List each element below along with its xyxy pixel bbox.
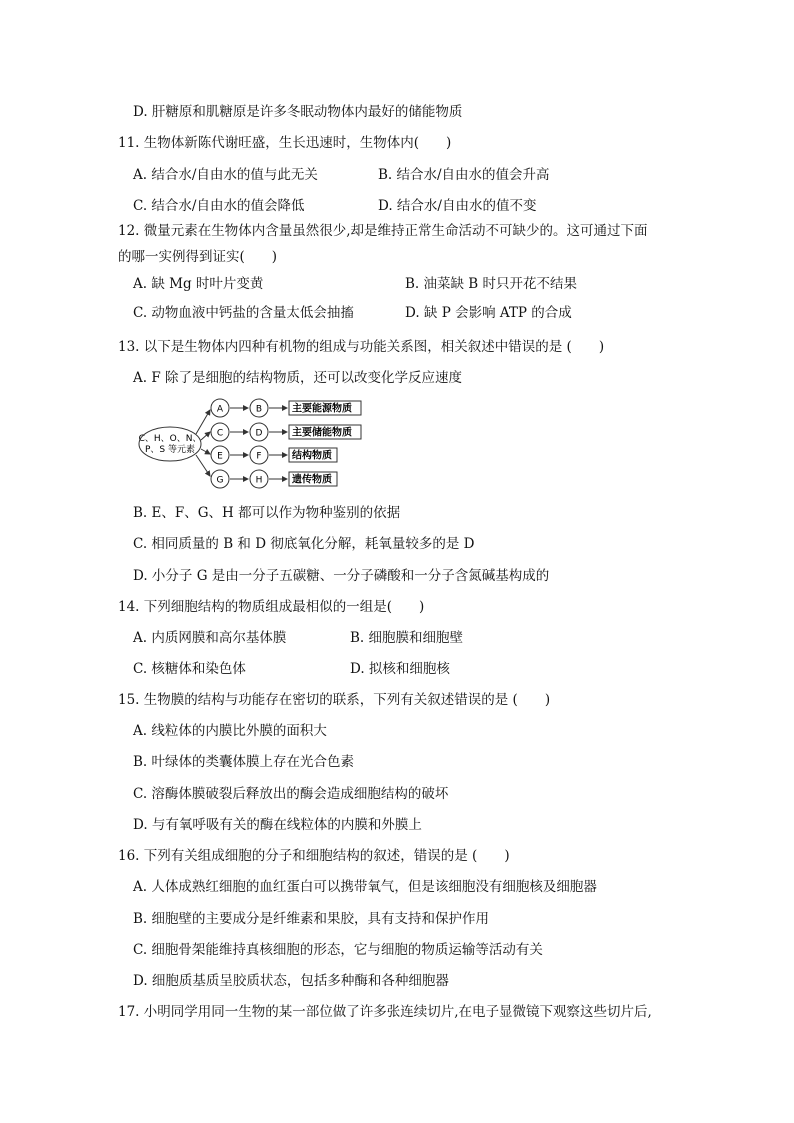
q15-option-b: B. 叶绿体的类囊体膜上存在光合色素 bbox=[133, 754, 355, 770]
q15-option-c: C. 溶酶体膜破裂后释放出的酶会造成细胞结构的破坏 bbox=[133, 786, 449, 802]
q13-option-a: A. F 除了是细胞的结构物质，还可以改变化学反应速度 bbox=[133, 370, 462, 386]
node-e-label: E bbox=[217, 451, 223, 462]
label-genetic: 遗传物质 bbox=[292, 474, 332, 486]
node-g-label: G bbox=[216, 475, 224, 486]
elements-source-oval bbox=[139, 427, 201, 461]
q12-option-b: B. 油菜缺 B 时只开花不结果 bbox=[405, 276, 578, 292]
q15-option-a: A. 线粒体的内膜比外膜的面积大 bbox=[133, 723, 327, 739]
q15-option-d: D. 与有氧呼吸有关的酶在线粒体的内膜和外膜上 bbox=[133, 817, 422, 833]
label-storage: 主要储能物质 bbox=[292, 427, 352, 439]
q10-option-d: D. 肝糖原和肌糖原是许多冬眠动物体内最好的储能物质 bbox=[133, 104, 463, 120]
q13-option-d: D. 小分子 G 是由一分子五碳糖、一分子磷酸和一分子含氮碱基构成的 bbox=[133, 568, 550, 584]
node-d-label: D bbox=[255, 428, 263, 439]
q12-option-a: A. 缺 Mg 时叶片变黄 bbox=[133, 276, 264, 292]
q11-stem: 11. 生物体新陈代谢旺盛，生长迅速时，生物体内( ) bbox=[118, 135, 452, 151]
q12-option-c: C. 动物血液中钙盐的含量太低会抽搐 bbox=[133, 305, 354, 321]
arrow-to-e bbox=[201, 449, 210, 454]
q16-stem: 16. 下列有关组成细胞的分子和细胞结构的叙述，错误的是 ( ) bbox=[118, 848, 510, 864]
node-h-label: H bbox=[255, 475, 263, 486]
q11-option-d: D. 结合水/自由水的值不变 bbox=[378, 198, 537, 214]
q11-option-a: A. 结合水/自由水的值与此无关 bbox=[133, 167, 318, 183]
node-f-label: F bbox=[256, 451, 262, 462]
q13-stem: 13. 以下是生物体内四种有机物的组成与功能关系图，相关叙述中错误的是 ( ) bbox=[118, 339, 605, 355]
elements-source-line1: C、H、O、N、 bbox=[138, 434, 202, 444]
arrow-to-g bbox=[196, 455, 210, 476]
q14-option-a: A. 内质网膜和高尔基体膜 bbox=[133, 630, 287, 646]
q17-stem: 17. 小明同学用同一生物的某一部位做了许多张连续切片,在电子显微镜下观察这些切片后, bbox=[118, 1004, 652, 1020]
q14-option-b: B. 细胞膜和细胞壁 bbox=[350, 630, 464, 646]
organic-compound-diagram bbox=[138, 396, 368, 492]
arrow-to-a bbox=[196, 410, 210, 434]
q14-option-d: D. 拟核和细胞核 bbox=[350, 661, 450, 677]
label-energy: 主要能源物质 bbox=[292, 403, 352, 415]
q13-option-c: C. 相同质量的 B 和 D 彻底氧化分解，耗氧量较多的是 D bbox=[133, 536, 475, 552]
q11-option-c: C. 结合水/自由水的值会降低 bbox=[133, 198, 305, 214]
q13-option-b: B. E、F、G、H 都可以作为物种鉴别的依据 bbox=[133, 505, 401, 521]
node-c-label: C bbox=[216, 428, 224, 439]
q16-option-c: C. 细胞骨架能维持真核细胞的形态，它与细胞的物质运输等活动有关 bbox=[133, 942, 543, 958]
q14-stem: 14. 下列细胞结构的物质组成最相似的一组是( ) bbox=[118, 599, 425, 615]
q12-option-d: D. 缺 P 会影响 ATP 的合成 bbox=[405, 305, 572, 321]
q14-option-c: C. 核糖体和染色体 bbox=[133, 661, 246, 677]
q12-stem-line1: 12. 微量元素在生物体内含量虽然很少,却是维持正常生命活动不可缺少的。这可通过下面 bbox=[118, 223, 648, 239]
label-structure: 结构物质 bbox=[292, 450, 332, 462]
q16-option-b: B. 细胞壁的主要成分是纤维素和果胶，具有支持和保护作用 bbox=[133, 911, 490, 927]
q16-option-a: A. 人体成熟红细胞的血红蛋白可以携带氧气，但是该细胞没有细胞核及细胞器 bbox=[133, 879, 597, 895]
q16-option-d: D. 细胞质基质呈胶质状态，包括多种酶和各种细胞器 bbox=[133, 973, 449, 989]
q15-stem: 15. 生物膜的结构与功能存在密切的联系，下列有关叙述错误的是 ( ) bbox=[118, 692, 551, 708]
node-b-label: B bbox=[255, 404, 263, 415]
node-a-label: A bbox=[216, 404, 224, 415]
q11-option-b: B. 结合水/自由水的值会升高 bbox=[378, 167, 550, 183]
q12-stem-line2: 的哪一实例得到证实( ) bbox=[118, 249, 278, 265]
arrow-to-c bbox=[201, 432, 210, 440]
elements-source-line2: P、S 等元素 bbox=[144, 445, 196, 455]
